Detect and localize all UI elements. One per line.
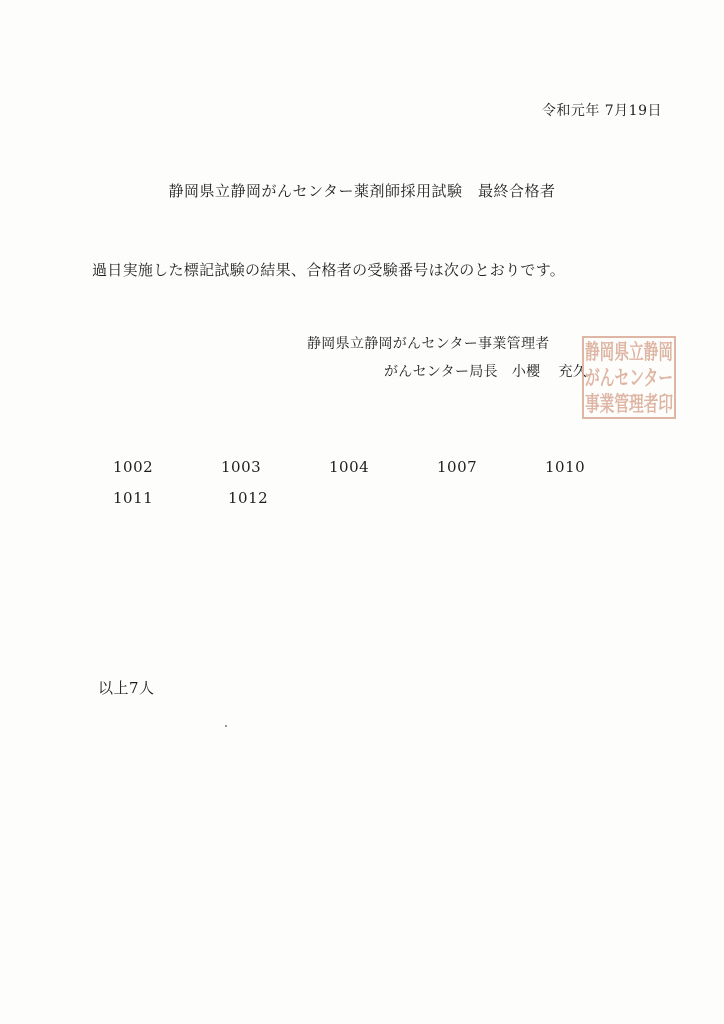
svg-text:静岡県立静岡: 静岡県立静岡 <box>585 339 673 364</box>
svg-text:事業管理者印: 事業管理者印 <box>585 391 673 416</box>
exam-number: 1004 <box>329 457 370 476</box>
passing-numbers-list <box>113 451 653 513</box>
issuer-organization: 静岡県立静岡がんセンター事業管理者 <box>307 336 550 352</box>
exam-number: 1011 <box>113 488 154 507</box>
issue-date: 令和元年 7月19日 <box>541 103 662 119</box>
issuer-department: がんセンター局長 <box>384 364 498 380</box>
total-count: 以上7人 <box>98 679 155 697</box>
exam-number: 1007 <box>437 457 478 476</box>
svg-text:がんセンター: がんセンター <box>585 365 673 390</box>
scan-speck <box>225 725 227 727</box>
issuer-given-name: 充久 <box>558 364 588 380</box>
exam-number: 1010 <box>545 457 586 476</box>
document-title: 静岡県立静岡がんセンター薬剤師採用試験 最終合格者 <box>168 182 556 200</box>
exam-number: 1002 <box>113 457 154 476</box>
issuer-surname: 小櫻 <box>511 364 541 380</box>
exam-number: 1003 <box>221 457 262 476</box>
official-seal-stamp <box>581 335 677 420</box>
exam-number: 1012 <box>228 488 269 507</box>
intro-text: 過日実施した標記試験の結果、合格者の受験番号は次のとおりです。 <box>92 261 566 279</box>
numbers-row <box>113 482 653 513</box>
issuer-person <box>384 361 587 381</box>
numbers-row <box>113 451 653 482</box>
